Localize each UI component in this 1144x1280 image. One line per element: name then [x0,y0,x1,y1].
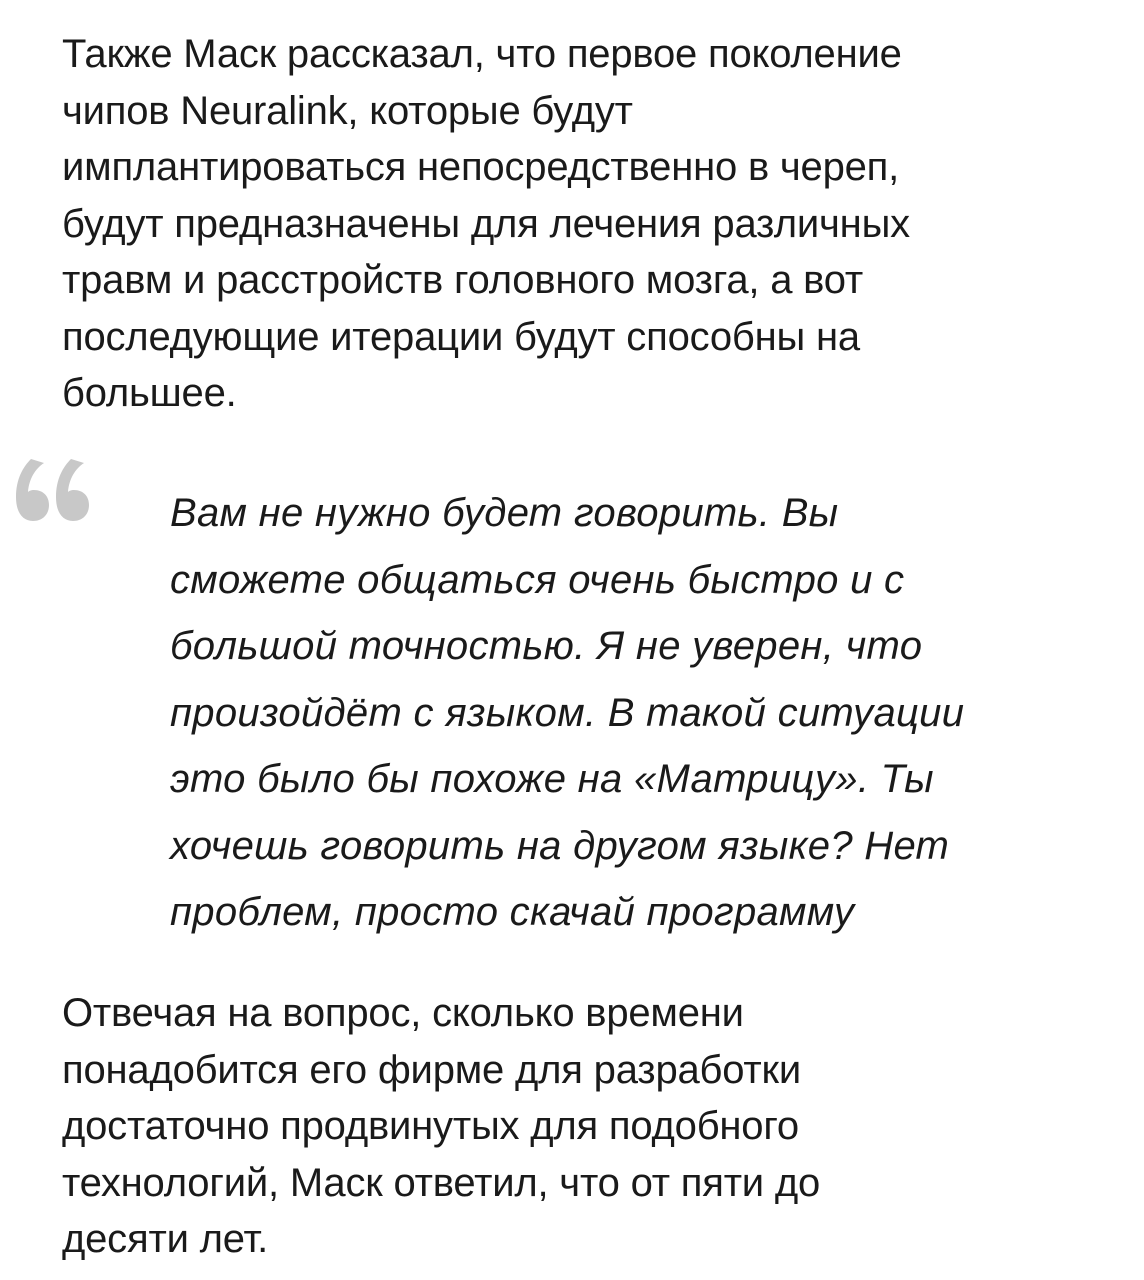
paragraph-intro: Также Маск рассказал, что первое поколение чипов Neuralink, которые будут имплантироваться непосредственно в череп, будут предназначены для лечения различных травм и расстройств головного мозга, а вот последующие итерации будут способны на большее. [62,32,910,415]
paragraph-conclusion: Отвечая на вопрос, сколько времени понадобится его фирме для разработки достаточно продвинутых для подобного технологий, Маск ответил, что от пяти до десяти лет. [62,991,821,1261]
blockquote-text: Вам не нужно будет говорить. Вы сможете общаться очень быстро и с большой точностью. Я не уверен, что произойдёт с языком. В такой ситуации это было бы похоже на «Матрицу». Ты хочешь говорить на другом языке? Нет проблем, просто скачай программу [170,491,965,934]
quotation-mark-icon [14,455,94,525]
